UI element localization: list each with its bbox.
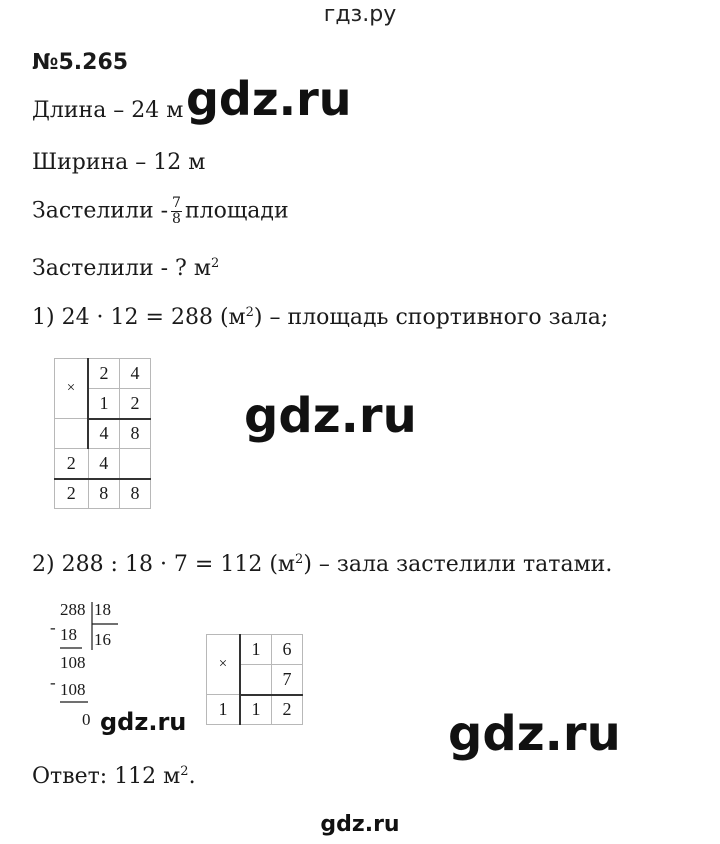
cell: 8 (88, 479, 120, 509)
cell: 8 (120, 479, 151, 509)
cell: 2 (272, 695, 303, 725)
watermark-2: gdz.ru (244, 388, 417, 444)
cell: 4 (88, 449, 120, 479)
fraction (171, 196, 182, 227)
subtrahend-2: 108 (60, 680, 86, 699)
fraction-numerator: 7 (172, 195, 181, 211)
answer-end: . (188, 764, 196, 789)
question-sup: 2 (210, 256, 220, 271)
given-covered-fraction (32, 196, 289, 227)
cell (120, 449, 151, 479)
minus-sign-1: - (50, 618, 56, 637)
covered-rest: площади (184, 198, 289, 224)
given-length: Длина – 24 м (32, 98, 184, 123)
divisor: 18 (94, 600, 111, 619)
step-2-text-b: ) – зала застелили татами. (303, 552, 613, 577)
multiplication-table-2 (206, 634, 303, 725)
cell: 1 (240, 635, 272, 665)
cell (55, 419, 89, 449)
remainder-2: 0 (82, 710, 91, 729)
step-1-text-b: ) – площадь спортивного зала; (253, 305, 609, 330)
step-2-text-a: 2) 288 : 18 · 7 = 112 (м (32, 552, 296, 577)
watermark-footer: gdz.ru (320, 812, 400, 837)
covered-label: Застелили - (32, 198, 169, 224)
given-width: Ширина – 12 м (32, 150, 206, 175)
cell: 1 (88, 389, 120, 419)
dividend: 288 (60, 600, 86, 619)
multiplication-table-1 (54, 358, 151, 509)
quotient: 16 (94, 630, 111, 649)
step-2 (32, 552, 612, 577)
cell: 4 (120, 359, 151, 389)
answer-sup: 2 (180, 764, 189, 779)
cell: 2 (88, 359, 120, 389)
step-1-text-a: 1) 24 · 12 = 288 (м (32, 305, 246, 330)
cell: 1 (207, 695, 241, 725)
cell: 1 (240, 695, 272, 725)
watermark-1: gdz.ru (186, 72, 352, 126)
remainder-1: 108 (60, 653, 86, 672)
watermark-3: gdz.ru (100, 708, 187, 736)
minus-sign-2: - (50, 673, 56, 692)
cell: 4 (88, 419, 120, 449)
cell (240, 665, 272, 695)
watermark-4: gdz.ru (448, 706, 621, 762)
cell: 7 (272, 665, 303, 695)
cell: 6 (272, 635, 303, 665)
cell: 2 (55, 479, 89, 509)
subtrahend-1: 18 (60, 625, 77, 644)
question (32, 256, 219, 281)
task-number: №5.265 (32, 50, 129, 75)
question-text: Застелили - ? м (32, 256, 211, 281)
step-2-sup: 2 (295, 552, 304, 567)
fraction-denominator: 8 (172, 211, 181, 227)
site-header: гдз.ру (323, 2, 397, 27)
cell: 8 (120, 419, 151, 449)
times-sign: × (55, 359, 89, 419)
answer-text: Ответ: 112 м (32, 764, 181, 789)
step-1-sup: 2 (245, 305, 254, 320)
cell: 2 (120, 389, 151, 419)
answer (32, 764, 196, 789)
step-1 (32, 305, 608, 330)
cell: 2 (55, 449, 89, 479)
times-sign: × (207, 635, 241, 695)
